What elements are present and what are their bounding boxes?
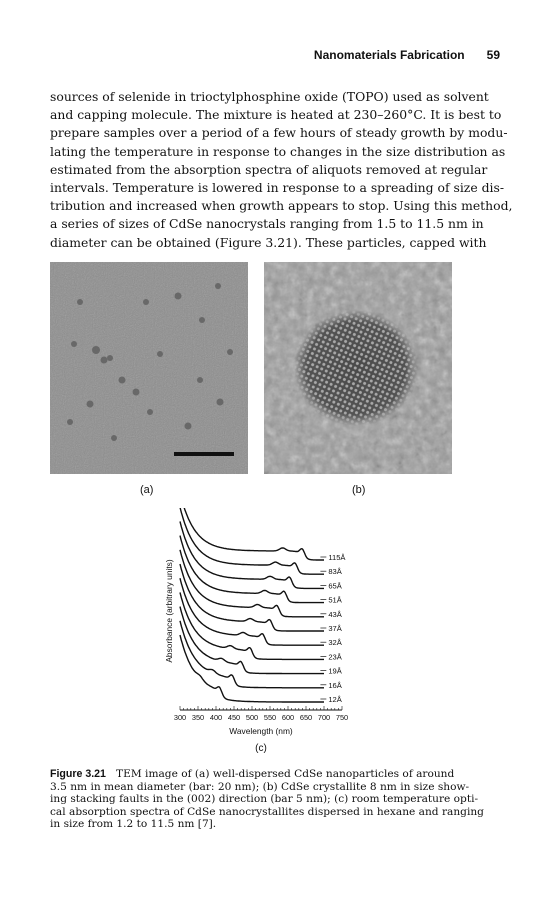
caption-line: ing stacking faults in the (002) direction (bar 5 nm); (c) room temperature opti- — [50, 793, 479, 806]
paragraph-line: tribution and increased when growth appears to stop. Using this method, — [50, 198, 513, 214]
tem-image-dispersed-nanoparticles — [50, 262, 248, 474]
x-tick-label: 300 — [173, 713, 187, 722]
caption-line: cal absorption spectra of CdSe nanocrystallites dispersed in hexane and ranging — [50, 805, 484, 818]
panel-c-label: (c) — [255, 743, 267, 754]
paragraph-line: sources of selenide in trioctylphosphine oxide (TOPO) used as solvent — [50, 89, 489, 104]
caption-line: in size from 1.2 to 11.5 nm [7]. — [50, 818, 217, 831]
series-labels — [320, 553, 346, 704]
spectra-group — [180, 508, 324, 702]
paragraph-line: prepare samples over a period of a few hours of steady growth by modu- — [50, 125, 508, 141]
spectrum-line-65Å — [180, 521, 324, 588]
x-axis-label: Wavelength (nm) — [229, 726, 293, 736]
x-tick-label: 750 — [335, 713, 349, 722]
page-number: 59 — [486, 48, 500, 62]
series-label: 32Å — [328, 638, 342, 648]
panel-a-label: (a) — [140, 484, 154, 496]
x-tick-label: 400 — [209, 713, 223, 722]
paragraph-line: a series of sizes of CdSe nanocrystals ranging from 1.5 to 11.5 nm in — [50, 216, 484, 232]
x-tick-label: 700 — [317, 713, 331, 722]
series-label: 19Å — [328, 666, 342, 676]
series-label: 65Å — [328, 581, 342, 591]
x-tick-label: 500 — [245, 713, 259, 722]
series-label: 12Å — [328, 695, 342, 704]
series-label: 115Å — [328, 553, 346, 562]
paragraph-line: intervals. Temperature is lowered in response to a spreading of size dis- — [50, 180, 505, 196]
tem-image-a-graphic — [50, 262, 248, 474]
body-paragraph — [50, 88, 513, 252]
absorption-spectra-chart — [160, 508, 400, 754]
x-tick-label: 650 — [299, 713, 313, 722]
x-tick-label: 550 — [263, 713, 277, 722]
paragraph-line: diameter can be obtained (Figure 3.21). These particles, capped with — [50, 234, 487, 250]
series-label: 16Å — [328, 680, 342, 690]
x-tick-label: 350 — [191, 713, 205, 722]
caption-label: Figure 3.21 — [50, 768, 106, 780]
tem-image-b-graphic — [264, 262, 452, 474]
spectrum-line-83Å — [180, 508, 324, 574]
series-label: 23Å — [328, 652, 342, 662]
paragraph-line: estimated from the absorption spectra of aliquots removed at regular — [50, 161, 488, 177]
caption-line: TEM image of (a) well-dispersed CdSe nanoparticles of around — [116, 768, 455, 780]
series-label: 51Å — [328, 595, 342, 605]
x-tick-label: 450 — [227, 713, 241, 722]
figure-caption — [50, 768, 502, 831]
running-title: Nanomaterials Fabrication — [313, 48, 465, 62]
y-axis-label: Absorbance (arbitrary units) — [164, 559, 174, 663]
scale-bar — [174, 452, 234, 456]
x-tick-label: 600 — [281, 713, 295, 722]
series-label: 37Å — [328, 624, 342, 633]
paragraph-line: lating the temperature in response to changes in the size distribution as — [50, 143, 506, 159]
spectrum-line-43Å — [180, 550, 324, 617]
series-label: 83Å — [328, 567, 342, 577]
series-label: 43Å — [328, 609, 342, 619]
running-header — [314, 48, 500, 62]
panel-b-label: (b) — [352, 484, 366, 496]
spectrum-line-51Å — [180, 536, 324, 603]
x-axis — [174, 706, 348, 722]
caption-line: 3.5 nm in mean diameter (bar: 20 nm); (b) CdSe crystallite 8 nm in size show- — [50, 780, 470, 793]
paragraph-line: and capping molecule. The mixture is heated at 230–260°C. It is best to — [50, 107, 502, 123]
hrtem-image-crystallite — [264, 262, 452, 474]
